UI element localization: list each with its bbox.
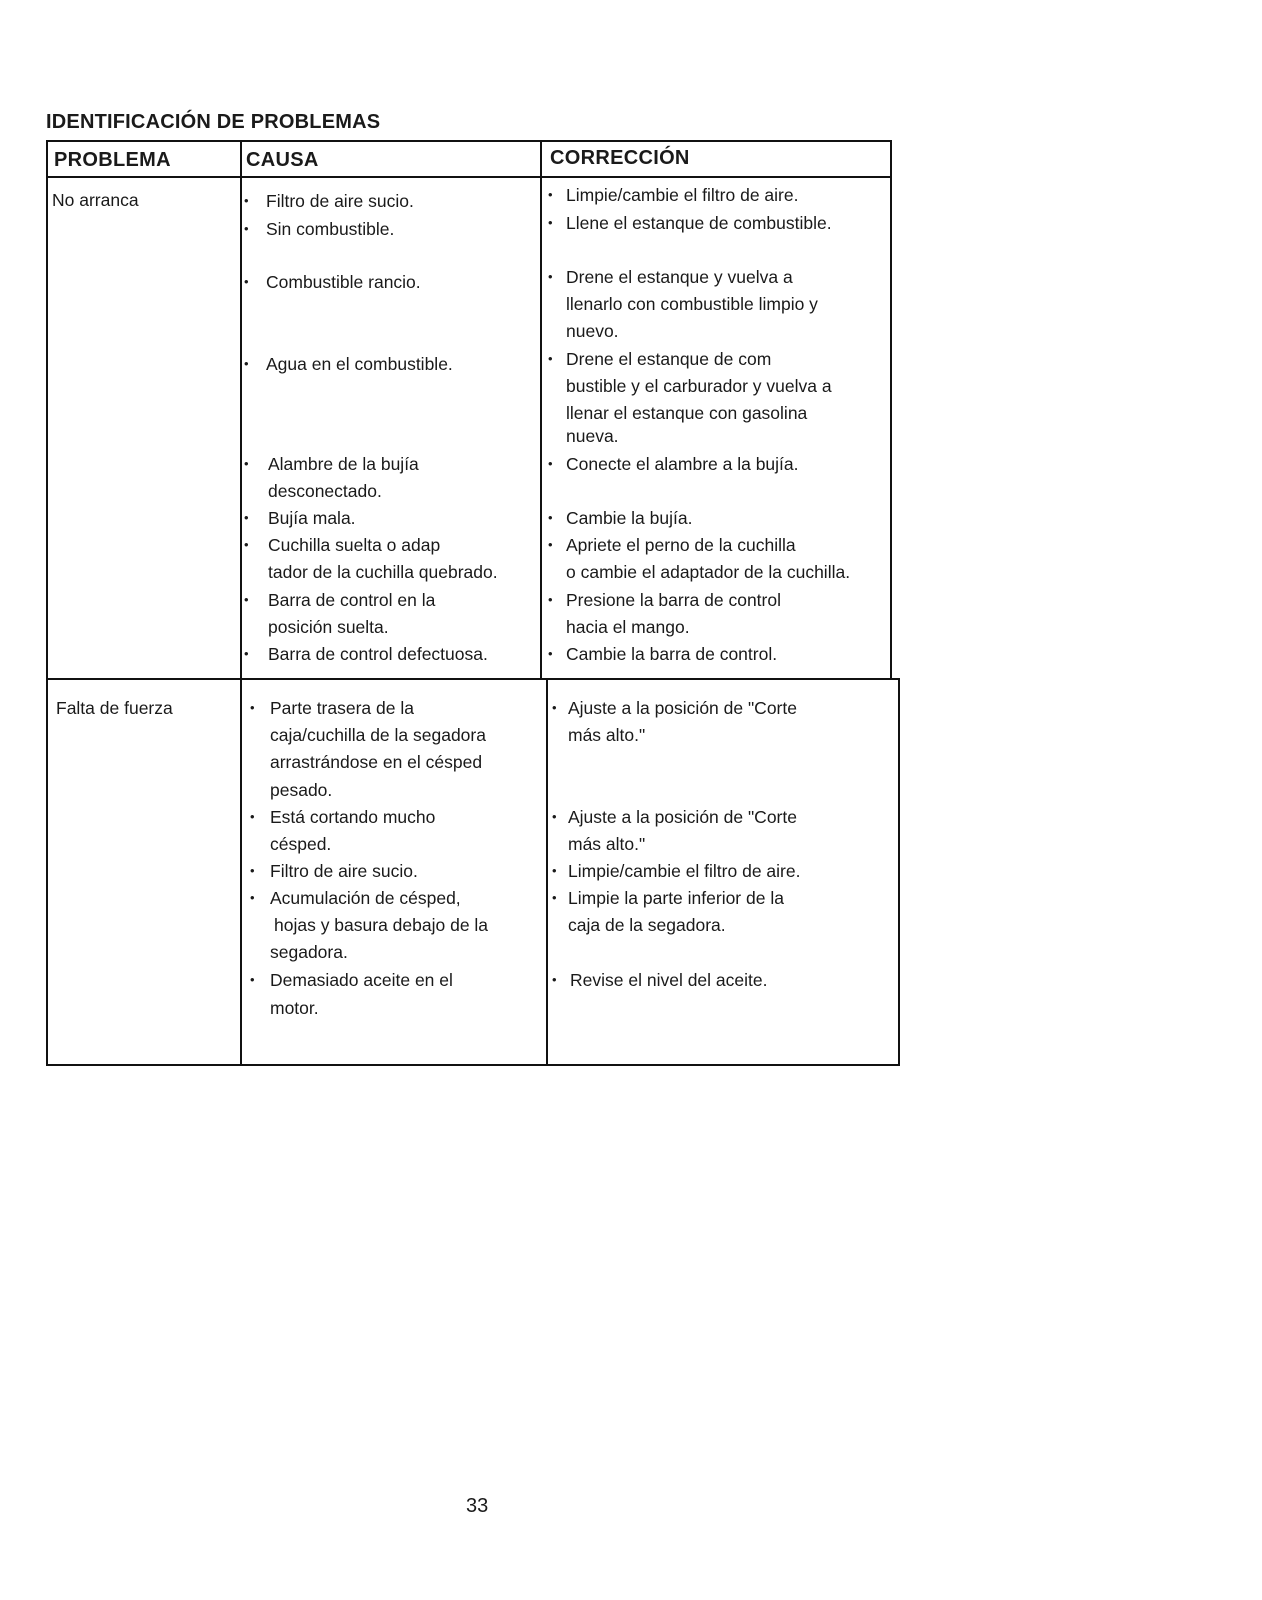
correction-line: caja de la segadora.	[568, 915, 726, 935]
correction-line: Limpie la parte inferior de la	[568, 888, 784, 908]
troubleshooting-table	[46, 140, 900, 1068]
column-divider-1	[240, 140, 242, 1066]
table-border-left	[46, 140, 48, 1066]
bullet: •	[552, 700, 557, 715]
cause-line: desconectado.	[268, 481, 382, 501]
cause-line: arrastrándose en el césped	[270, 752, 483, 772]
cause-line: césped.	[270, 834, 332, 854]
cause-line: Acumulación de césped,	[270, 888, 461, 908]
correction-line: Revise el nivel del aceite.	[570, 970, 768, 990]
correction-line: más alto."	[568, 834, 646, 854]
correction-line: Limpie/cambie el filtro de aire.	[568, 861, 801, 881]
bullet: •	[552, 890, 557, 905]
header-problema: PROBLEMA	[54, 149, 171, 171]
bullet: •	[552, 863, 557, 878]
cause-line: Sin combustible.	[266, 219, 395, 239]
table-border-right-lower	[898, 678, 900, 1066]
cause-line: motor.	[270, 998, 319, 1018]
correction-line: Llene el estanque de combustible.	[566, 213, 832, 233]
bullet: •	[548, 187, 553, 202]
bullet: •	[548, 646, 553, 661]
correction-line: Cambie la bujía.	[566, 508, 693, 528]
header-correccion: CORRECCIÓN	[550, 147, 690, 169]
table-border-bottom	[46, 1064, 900, 1066]
correction-line: bustible y el carburador y vuelva a	[566, 376, 832, 396]
cause-line: caja/cuchilla de la segadora	[270, 725, 486, 745]
bullet: •	[548, 592, 553, 607]
page-title: IDENTIFICACIÓN DE PROBLEMAS	[46, 111, 381, 133]
correction-line: Drene el estanque de com	[566, 349, 772, 369]
cause-line: Agua en el combustible.	[266, 354, 453, 374]
bullet: •	[548, 215, 553, 230]
bullet: •	[552, 972, 557, 987]
cause-line: Barra de control en la	[268, 590, 436, 610]
problem-falta-de-fuerza: Falta de fuerza	[56, 698, 173, 718]
cause-line: Barra de control defectuosa.	[268, 644, 488, 664]
bullet: •	[244, 646, 249, 661]
bullet: •	[548, 510, 553, 525]
cause-line: segadora.	[270, 942, 348, 962]
cause-line: pesado.	[270, 780, 333, 800]
correction-line: o cambie el adaptador de la cuchilla.	[566, 562, 851, 582]
cause-line: hojas y basura debajo de la	[274, 915, 489, 935]
correction-line: llenar el estanque con gasolina	[566, 403, 808, 423]
column-divider-2-lower	[546, 678, 548, 1066]
bullet: •	[250, 890, 255, 905]
cause-line: Demasiado aceite en el	[270, 970, 453, 990]
bullet: •	[244, 221, 249, 236]
cause-line: Parte trasera de la	[270, 698, 414, 718]
cause-line: Filtro de aire sucio.	[270, 861, 418, 881]
bullet: •	[548, 351, 553, 366]
cause-line: Cuchilla suelta o adap	[268, 535, 441, 555]
column-divider-2	[540, 140, 542, 678]
problem-no-arranca: No arranca	[52, 190, 139, 210]
bullet: •	[548, 456, 553, 471]
bullet: •	[250, 700, 255, 715]
bullet: •	[244, 274, 249, 289]
correction-line: Ajuste a la posición de "Corte	[568, 807, 797, 827]
header-divider	[46, 176, 892, 178]
row-divider	[46, 678, 900, 680]
cause-line: Combustible rancio.	[266, 272, 421, 292]
bullet: •	[548, 269, 553, 284]
bullet: •	[244, 510, 249, 525]
cause-line: Alambre de la bujía	[268, 454, 419, 474]
bullet: •	[244, 193, 249, 208]
bullet: •	[244, 537, 249, 552]
bullet: •	[244, 356, 249, 371]
cause-line: tador de la cuchilla quebrado.	[268, 562, 498, 582]
page-number: 33	[466, 1495, 489, 1517]
correction-line: Limpie/cambie el filtro de aire.	[566, 185, 799, 205]
correction-line: Cambie la barra de control.	[566, 644, 778, 664]
correction-line: Conecte el alambre a la bujía.	[566, 454, 799, 474]
correction-line: Ajuste a la posición de "Corte	[568, 698, 797, 718]
table-border-top	[46, 140, 892, 142]
header-causa: CAUSA	[246, 149, 319, 171]
correction-line: nueva.	[566, 426, 619, 446]
cause-line: Está cortando mucho	[270, 807, 436, 827]
bullet: •	[548, 537, 553, 552]
cause-line: Bujía mala.	[268, 508, 356, 528]
correction-line: hacia el mango.	[566, 617, 690, 637]
correction-line: Drene el estanque y vuelva a	[566, 267, 793, 287]
correction-line: Presione la barra de control	[566, 590, 781, 610]
bullet: •	[250, 809, 255, 824]
table-border-right	[890, 140, 892, 678]
bullet: •	[244, 592, 249, 607]
bullet: •	[552, 809, 557, 824]
correction-line: nuevo.	[566, 321, 619, 341]
bullet: •	[244, 456, 249, 471]
correction-line: Apriete el perno de la cuchilla	[566, 535, 796, 555]
bullet: •	[250, 863, 255, 878]
cause-line: posición suelta.	[268, 617, 389, 637]
correction-line: más alto."	[568, 725, 646, 745]
bullet: •	[250, 972, 255, 987]
correction-line: llenarlo con combustible limpio y	[566, 294, 818, 314]
cause-line: Filtro de aire sucio.	[266, 191, 414, 211]
